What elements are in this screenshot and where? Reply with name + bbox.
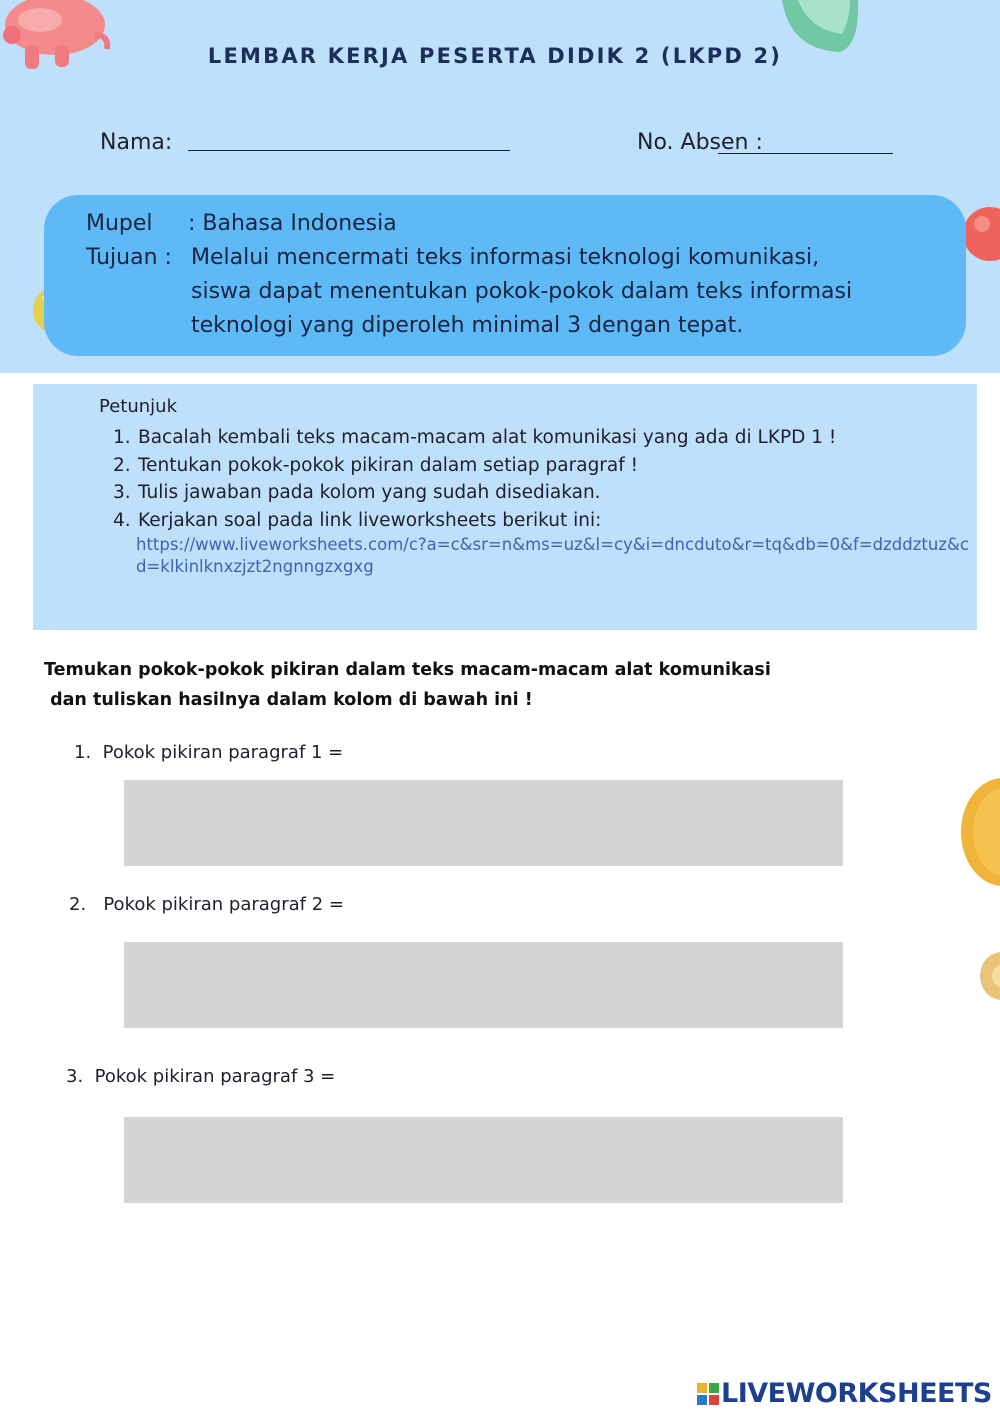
gold-coin-icon [958,776,1000,888]
question-1-label: 1. Pokok pikiran paragraf 1 = [74,742,344,763]
goal-line: siswa dapat menentukan pokok-pokok dalam teks informasi [191,279,853,304]
list-item: 3. Tulis jawaban pada kolom yang sudah disediakan. [113,482,601,503]
goal-key: Tujuan : [86,245,172,270]
answer-3-input[interactable] [124,1117,843,1203]
worksheet-title: LEMBAR KERJA PESERTA DIDIK 2 (LKPD 2) [207,44,783,68]
liveworksheets-link[interactable]: https://www.liveworksheets.com/c?a=c&sr=n&ms=uz&l=cy&i=dncduto&r=tq&db=0&f=dzddztuz&cd=klkinlknxzjzt2ngnngzxgxg [136,535,969,576]
answer-1-input[interactable] [124,780,843,866]
list-item: 4. Kerjakan soal pada link liveworksheets berikut ini: [113,509,602,531]
absence-number-input-line[interactable] [718,153,893,154]
question-2-label: 2. Pokok pikiran paragraf 2 = [69,894,344,915]
name-input-line[interactable] [188,150,510,151]
instructions-title: Petunjuk [99,396,177,417]
liveworksheets-logo-icon [697,1383,719,1405]
question-3-label: 3. Pokok pikiran paragraf 3 = [66,1066,336,1087]
task-instruction-line: dan tuliskan hasilnya dalam kolom di bawah ini ! [44,690,533,710]
goal-text [191,241,951,343]
brand-name: LIVEWORKSHEETS [721,1378,992,1409]
liveworksheets-brand[interactable] [697,1378,992,1409]
task-instruction-line: Temukan pokok-pokok pikiran dalam teks macam-macam alat komunikasi [44,660,771,680]
goal-line: Melalui mencermati teks informasi teknologi komunikasi, [191,245,820,270]
instructions-list [113,424,836,534]
red-ball-icon [962,204,1000,264]
answer-2-input[interactable] [124,942,843,1028]
gold-coin-icon [978,950,1000,1002]
task-instruction [44,655,771,715]
subject-value: : Bahasa Indonesia [188,211,397,236]
list-item: 1. Bacalah kembali teks macam-macam alat komunikasi yang ada di LKPD 1 ! [113,427,837,448]
absence-number-label: No. Absen : [637,130,763,155]
subject-key: Mupel [86,211,153,236]
name-label: Nama: [100,130,173,155]
list-item: 2. Tentukan pokok-pokok pikiran dalam setiap paragraf ! [113,454,639,476]
goal-line: teknologi yang diperoleh minimal 3 dengan tepat. [191,313,744,338]
